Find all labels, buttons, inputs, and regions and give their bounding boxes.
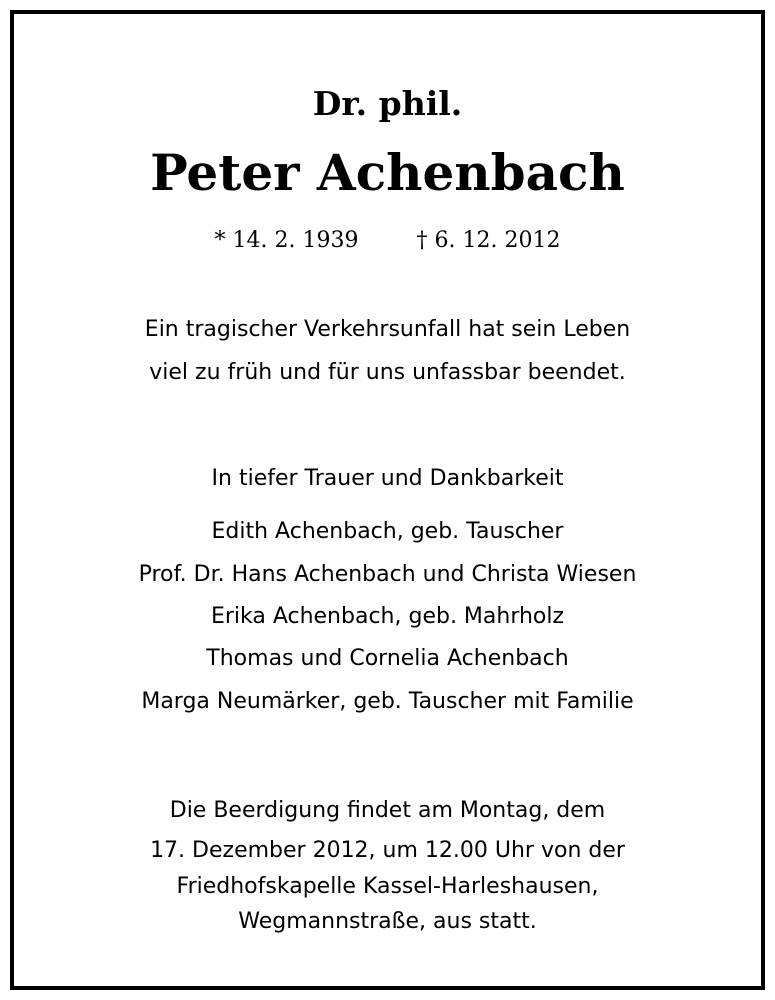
mourner-5: Marga Neumärker, geb. Tauscher mit Familie [141,689,634,714]
academic-title: Dr. phil. [312,84,463,123]
life-dates [0,226,775,256]
deceased-name: Peter Achenbach [150,143,625,202]
funeral-line-2: 17. Dezember 2012, um 12.00 Uhr von der [150,838,625,863]
birth-date: * 14. 2. 1939 [214,228,359,253]
message-line-1: Ein tragischer Verkehrsunfall hat sein Leben [144,317,631,342]
funeral-line-1: Die Beerdigung findet am Montag, dem [169,798,606,823]
funeral-line-4: Wegmannstraße, aus statt. [238,909,537,934]
mourner-1: Edith Achenbach, geb. Tauscher [211,519,564,544]
death-date: † 6. 12. 2012 [416,228,561,253]
mourner-4: Thomas und Cornelia Achenbach [206,646,569,671]
grief-line: In tiefer Trauer und Dankbarkeit [211,466,564,491]
mourner-2: Prof. Dr. Hans Achenbach und Christa Wiesen [138,562,637,587]
funeral-line-3: Friedhofskapelle Kassel-Harleshausen, [176,874,599,899]
message-line-2: viel zu früh und für uns unfassbar beendet. [149,360,626,385]
mourner-3: Erika Achenbach, geb. Mahrholz [210,604,565,629]
